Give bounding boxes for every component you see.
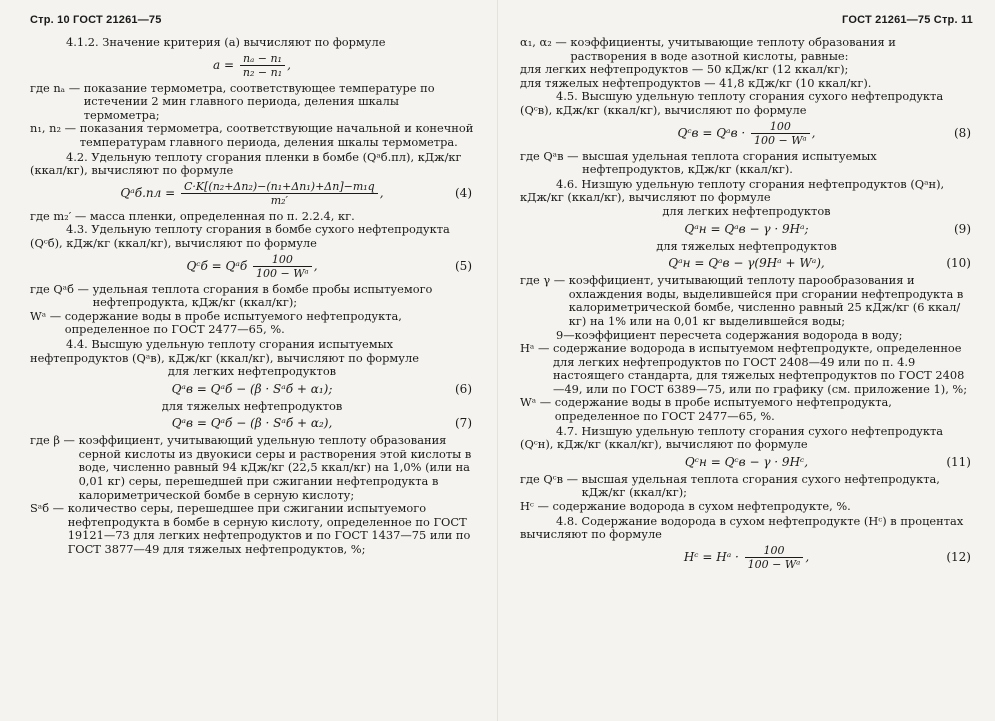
subheading-heavy: для тяжелых нефтепродуктов <box>656 238 837 253</box>
definitions-5: где Qᵃб — удельная теплота сгорания в бомбе пробы испытуемого нефтепродукта, кДж/кг (ккал/кг); Wᵃ — содержание воды в пробе испытуемого нефтепродукта, определенное по ГОСТ 2477—65, %. <box>30 281 433 337</box>
alpha-heavy: для тяжелых нефтепродуктов — 41,8 кДж/кг (10 ккал/кг). <box>520 75 872 90</box>
definitions-10: где γ — коэффициент, учитывающий теплоту парообразования и охлаждения воды, выделившейся при сгорании нефтепродукта в калориметрической бомбе, численно равный 25 кДж/кг (6 ккал/кг) на 1% или на 0,01 кг выделившейся воды; <box>520 273 964 328</box>
formula-9: Qᵃн = Qᵃв − γ · 9Hᵃ; (9) <box>684 221 971 236</box>
right-page <box>498 0 995 721</box>
section-4-6: 4.6. Низшую удельную теплоту сгорания нефтепродуктов (Qᵃн), кДж/кг (ккал/кг), вычисляют по формуле <box>520 176 945 205</box>
formula-12: Hᶜ = Hᵃ · $\frac{100}{\text{100 − Wᵃ}}$ , (12) <box>683 543 971 571</box>
definitions-11: где Qᶜв — высшая удельная теплота сгорания сухого нефтепродукта, кДж/кг (ккал/кг); Hᶜ — содержание водорода в сухом нефтепродукте, %. <box>520 471 940 514</box>
formula-number: (7) <box>455 416 472 431</box>
definition-nine: 9—коэффициент пересчета содержания водорода в воду; <box>556 327 903 342</box>
formula-number: (6) <box>455 381 472 396</box>
right-page-header: ГОСТ 21261—75 Стр. 11 <box>842 14 973 26</box>
formula-number: (12) <box>946 550 971 565</box>
formula-11: Qᶜн = Qᶜв − γ · 9Hᶜ, (11) <box>684 454 971 469</box>
subheading-light: для легких нефтепродуктов <box>167 364 337 379</box>
formula-8: Qᶜв = Qᵃв · $\frac{100}{\text{100 − Wᵃ}}$ , (8) <box>677 119 971 147</box>
formula-number: (10) <box>946 256 971 271</box>
definition-m2: где m₂′ — масса пленки, определенная по п. 2.2.4, кг. <box>30 208 355 223</box>
subheading-light: для легких нефтепродуктов <box>662 203 831 218</box>
subheading-heavy: для тяжелых нефтепродуктов <box>161 398 343 413</box>
definitions-alpha: α₁, α₂ — коэффициенты, учитывающие теплоту образования и растворения в воде азотной кислоты, равные: <box>520 35 896 63</box>
section-4-8: 4.8. Содержание водорода в сухом нефтепродукте (Hᶜ) в процентах вычисляют по формуле <box>520 513 964 542</box>
formula-number: (9) <box>954 221 971 236</box>
formula-7: Qᵃв = Qᵃб − (β · Sᵃб + α₂), (7) <box>171 416 472 431</box>
formula-6: Qᵃв = Qᵃб − (β · Sᵃб + α₁); (6) <box>171 381 472 396</box>
formula-number: (8) <box>954 126 971 141</box>
section-4-1-2: 4.1.2. Значение критерия (a) вычисляют по формуле <box>66 35 386 49</box>
section-4-3: 4.3. Удельную теплоту сгорания в бомбе сухого нефтепродукта (Qᶜб), кДж/кг (ккал/кг), вычисляют по формуле <box>30 222 450 250</box>
section-4-7: 4.7. Низшую удельную теплоту сгорания сухого нефтепродукта (Qᶜн), кДж/кг (ккал/кг), вычисляют по формуле <box>520 423 944 452</box>
section-4-5: 4.5. Высшую удельную теплоту сгорания сухого нефтепродукта (Qᶜв), кДж/кг (ккал/кг), вычисляют по формуле <box>520 89 944 117</box>
definitions-8: где Qᵃв — высшая удельная теплота сгорания испытуемых нефтепродуктов, кДж/кг (ккал/кг). <box>520 148 877 177</box>
section-4-4: 4.4. Высшую удельную теплоту сгорания испытуемых нефтепродуктов (Qᵃв), кДж/кг (ккал/кг), вычисляют по формуле <box>30 336 419 365</box>
section-4-2: 4.2. Удельную теплоту сгорания пленки в бомбе (Qᵃб.пл), кДж/кг (ккал/кг), вычисляют по формуле <box>30 149 462 178</box>
formula-4: Qᵃб.пл = $\frac{\text{C·K[(n₂+Δn₂)−(n₁+Δn₁)+Δn]−m₁q}}{\text{m₂′}}$ , (4) <box>120 179 472 207</box>
definitions-a: где nₐ — показание термометра, соответствующее температуре по истечении 2 мин главного периода, деления шкалы термометра; n₁, n₂ — показания термометра, соответствующие начальной и конечной температурам главного периода, деления шкалы термометра. <box>30 80 474 149</box>
formula-5: Qᶜб = Qᵃб $\frac{100}{\text{100 − Wᵃ}}$ , (5) <box>186 252 472 280</box>
formula-number: (4) <box>455 186 472 201</box>
formula-a: a = $\frac{\text{nₐ − n₁}}{\text{n₂ − n₁}}$ , <box>213 51 291 79</box>
formula-number: (5) <box>455 259 472 274</box>
alpha-light: для легких нефтепродуктов — 50 кДж/кг (12 ккал/кг); <box>520 62 849 77</box>
definitions-7: где β — коэффициент, учитывающий удельную теплоту образования серной кислоты из двуокиси серы и растворения этой кислоты в воде, численно равный 94 кДж/кг (22,5 ккал/кг) на 1,0% (или на 0,01 кг) серы, перешедшей при сжигании нефтепродукта в калориметрической бомбе в серную кислоту; Sᵃб — количество серы, перешедшее при сжигании испытуемого нефтепродукта в бомбе в серную кислоту, определенное по ГОСТ 19121—73 для легких нефтепродуктов и по ГОСТ 1437—75 или по ГОСТ 3877—49 для тяжелых нефтепродуктов, %; <box>30 433 472 557</box>
formula-number: (11) <box>946 454 971 469</box>
definitions-h-w: Hᵃ — содержание водорода в испытуемом нефтепродукте, определенное для легких нефтепродуктов по ГОСТ 2408—49 или по п. 4.9 настоящего стандарта, для тяжелых нефтепродуктов по ГОСТ 2408—49, или по ГОСТ 6389—75, или по графику (см. приложение 1), %; Wᵃ — содержание воды в пробе испытуемого нефтепродукта, определенное по ГОСТ 2477—65, %. <box>520 341 968 424</box>
left-page-header: Стр. 10 ГОСТ 21261—75 <box>30 14 162 26</box>
formula-10: Qᵃн = Qᵃв − γ(9Hᵃ + Wᵃ), (10) <box>668 256 971 271</box>
